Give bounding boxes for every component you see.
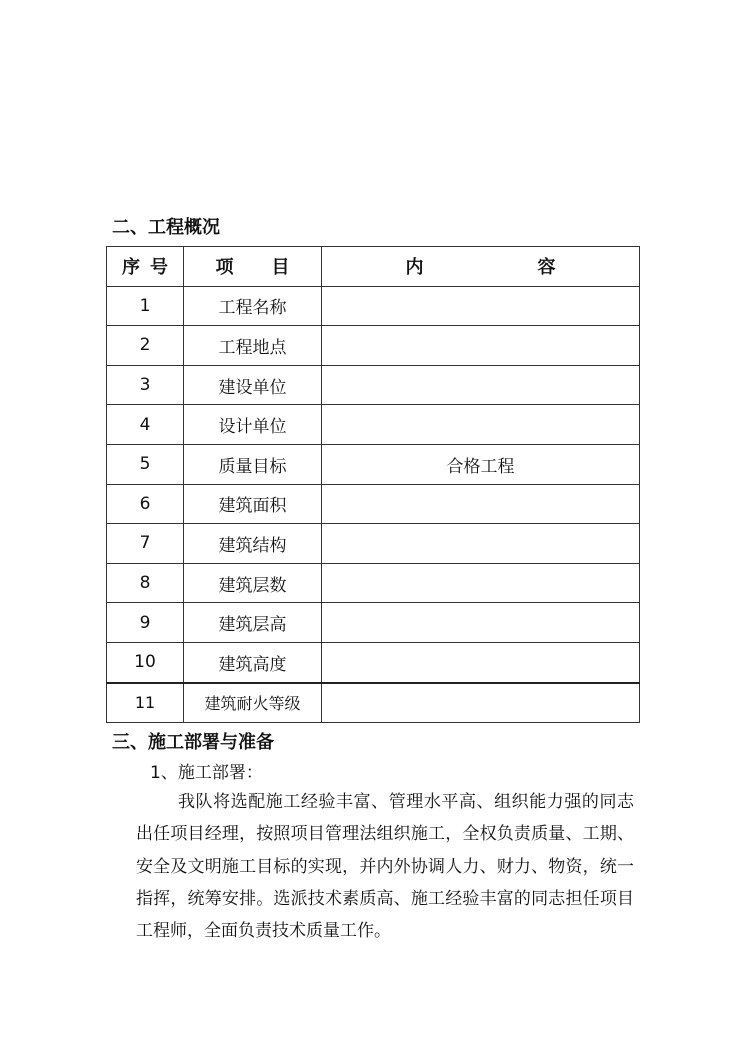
row-item: 质量目标 bbox=[184, 444, 322, 484]
table-row bbox=[107, 286, 640, 326]
header-seq-char-1: 序 bbox=[122, 257, 140, 279]
row-content bbox=[322, 326, 640, 366]
row-number: 1 bbox=[107, 286, 184, 326]
table-row bbox=[107, 563, 640, 603]
project-overview-table bbox=[106, 246, 640, 723]
row-content bbox=[322, 286, 640, 326]
row-content bbox=[322, 642, 640, 682]
table-row bbox=[107, 444, 640, 484]
row-number: 3 bbox=[107, 365, 184, 405]
section-heading-project-overview: 二、工程概况 bbox=[112, 217, 220, 238]
row-number: 10 bbox=[107, 642, 184, 682]
table-row bbox=[107, 405, 640, 445]
row-item: 工程地点 bbox=[184, 326, 322, 366]
table-row bbox=[107, 484, 640, 524]
row-item: 建筑层数 bbox=[184, 563, 322, 603]
row-number: 6 bbox=[107, 484, 184, 524]
table-row bbox=[107, 603, 640, 643]
deployment-paragraph: 我队将选配施工经验丰富、管理水平高、组织能力强的同志出任项目经理，按照项目管理法组织施工，全权负责质量、工期、安全及文明施工目标的实现，并内外协调人力、财力、物资，统一指挥，统筹安排。选派技术素质高、施工经验丰富的同志担任项目工程师，全面负责技术质量工作。 bbox=[136, 792, 634, 942]
header-item bbox=[184, 247, 322, 287]
table-row bbox=[107, 326, 640, 366]
row-content bbox=[322, 603, 640, 643]
row-number: 7 bbox=[107, 524, 184, 564]
header-seq bbox=[107, 247, 184, 287]
header-content-char-2: 容 bbox=[537, 257, 556, 279]
header-item-char-2: 目 bbox=[271, 257, 290, 279]
row-item: 建筑结构 bbox=[184, 524, 322, 564]
row-content: 合格工程 bbox=[322, 444, 640, 484]
header-item-char-1: 项 bbox=[215, 257, 234, 279]
row-item: 建筑面积 bbox=[184, 484, 322, 524]
row-number: 5 bbox=[107, 444, 184, 484]
sub-heading-construction-deployment: 1、施工部署： bbox=[150, 763, 263, 783]
row-item: 建筑耐火等级 bbox=[184, 683, 322, 723]
row-number: 11 bbox=[107, 683, 184, 723]
row-content bbox=[322, 563, 640, 603]
row-content bbox=[322, 484, 640, 524]
row-number: 9 bbox=[107, 603, 184, 643]
row-item: 建设单位 bbox=[184, 365, 322, 405]
table-row bbox=[107, 642, 640, 682]
table-row bbox=[107, 365, 640, 405]
row-number: 8 bbox=[107, 563, 184, 603]
table-header-row bbox=[107, 247, 640, 287]
row-number: 2 bbox=[107, 326, 184, 366]
row-content bbox=[322, 524, 640, 564]
row-content bbox=[322, 365, 640, 405]
header-content bbox=[322, 247, 640, 287]
row-item: 工程名称 bbox=[184, 286, 322, 326]
row-content bbox=[322, 405, 640, 445]
row-content bbox=[322, 683, 640, 723]
row-item: 设计单位 bbox=[184, 405, 322, 445]
row-number: 4 bbox=[107, 405, 184, 445]
header-content-char-1: 内 bbox=[405, 257, 424, 279]
header-seq-char-2: 号 bbox=[150, 257, 168, 279]
row-item: 建筑层高 bbox=[184, 603, 322, 643]
table-row bbox=[107, 524, 640, 564]
table-row bbox=[107, 683, 640, 723]
row-item: 建筑高度 bbox=[184, 642, 322, 682]
section-heading-construction-deployment: 三、施工部署与准备 bbox=[112, 732, 274, 753]
